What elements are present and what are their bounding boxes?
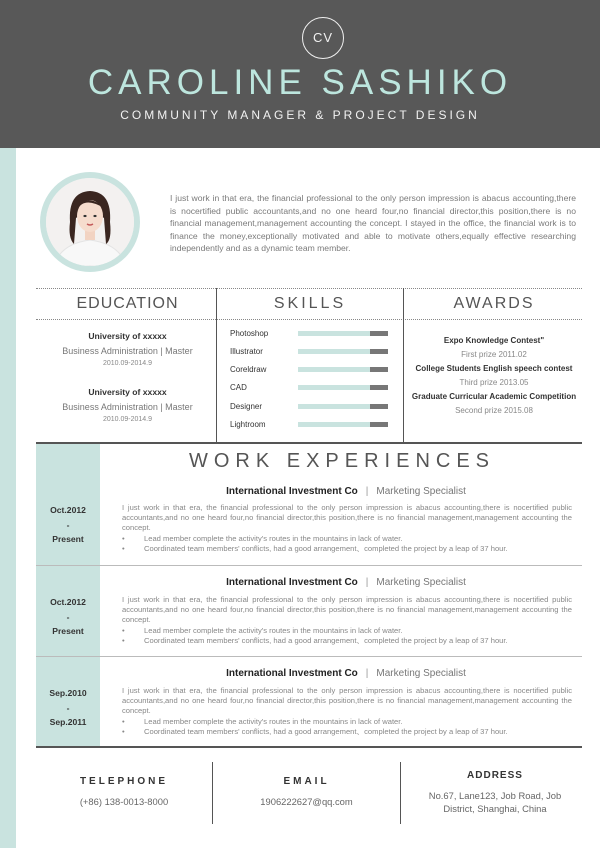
job-bullet: • Coordinated team members' conflicts, had a good arrangement、completed the project by a leap of 37 hour. (122, 727, 572, 737)
skills-title: SKILLS (273, 295, 347, 312)
award-title: Expo Knowledge Contest" (443, 336, 545, 345)
skill-level-fill (298, 385, 370, 390)
job-dates (36, 503, 100, 547)
skill-bar (298, 367, 388, 372)
skill-bar (298, 331, 388, 336)
heading-separator: | (365, 668, 369, 679)
job-dates (36, 686, 100, 730)
person-photo-icon (46, 178, 134, 266)
skill-level-fill (298, 404, 370, 409)
degree: Business Administration | Master (62, 346, 193, 356)
divider-headers (36, 319, 582, 320)
candidate-subtitle: COMMUNITY MANAGER & PROJECT DESIGN (120, 108, 480, 122)
skill-label: Designer (230, 402, 263, 411)
skill-level-fill (298, 349, 370, 354)
date-start: Oct.2012 (50, 597, 86, 607)
award-item (404, 392, 584, 415)
study-dates: 2010.09-2014.9 (102, 360, 153, 367)
school-name: University of xxxxx (88, 331, 167, 341)
job-separator (36, 656, 582, 657)
skill-bar (298, 422, 388, 427)
award-detail: Third prize 2013.05 (459, 378, 529, 387)
award-item (404, 364, 584, 387)
date-start: Oct.2012 (50, 505, 86, 515)
job-bullet: • Lead member complete the activity's routes in the mountains in lack of water. (122, 626, 572, 636)
skill-label: Illustrator (230, 347, 263, 356)
address-value (401, 789, 589, 815)
award-detail: Second prize 2015.08 (455, 406, 533, 415)
job-summary: I just work in that era, the financial professional to the only person impression is abacus accounting,there is nocertified public accountants,and no one heard four,no financial director,this position,there is no financial management,management accounting the concept. (122, 595, 572, 625)
study-dates: 2010.09-2014.9 (102, 416, 153, 423)
skill-label: CAD (230, 383, 247, 392)
work-top-rule (36, 442, 582, 444)
skill-level-fill (298, 367, 370, 372)
address-label: ADDRESS (467, 770, 523, 781)
date-start: Sep.2010 (49, 688, 87, 698)
date-end: Present (52, 534, 84, 545)
award-item (404, 336, 584, 359)
skill-label: Photoshop (230, 329, 269, 338)
work-title: WORK EXPERIENCES (188, 450, 496, 472)
company-name: International Investment Co (226, 486, 358, 497)
job-bullet: • Lead member complete the activity's routes in the mountains in lack of water. (122, 534, 572, 544)
contact-telephone (36, 776, 212, 808)
header-banner (0, 0, 600, 148)
email-label: EMAIL (283, 776, 330, 787)
date-end: Present (52, 626, 84, 637)
skill-label: Lightroom (230, 420, 266, 429)
left-accent-strip (0, 148, 16, 848)
job-description (122, 686, 572, 737)
job-bullet: • Lead member complete the activity's routes in the mountains in lack of water. (122, 717, 572, 727)
education-item (40, 331, 215, 367)
work-bottom-rule (36, 746, 582, 748)
job-role: Marketing Specialist (376, 486, 466, 497)
award-detail: First prize 2011.02 (461, 350, 527, 359)
skill-label: Coreldraw (230, 365, 267, 374)
job-description (122, 595, 572, 646)
job-heading (120, 577, 572, 588)
date-dash: - (66, 519, 70, 530)
date-dash: - (66, 611, 70, 622)
job-role: Marketing Specialist (376, 577, 466, 588)
avatar (40, 172, 140, 272)
contact-address (401, 770, 589, 815)
job-heading (120, 486, 572, 497)
candidate-name: CAROLINE SASHIKO (87, 63, 513, 102)
address-line: District, Shanghai, China (443, 803, 547, 814)
divider-top (36, 288, 582, 289)
telephone-label: TELEPHONE (79, 776, 169, 787)
education-title: EDUCATION (76, 295, 179, 312)
contact-email (213, 776, 400, 808)
job-role: Marketing Specialist (376, 668, 466, 679)
award-title: Graduate Curricular Academic Competition (411, 392, 577, 401)
job-description (122, 503, 572, 554)
degree: Business Administration | Master (62, 402, 193, 412)
company-name: International Investment Co (226, 577, 358, 588)
skill-level-fill (298, 422, 370, 427)
telephone-value: (+86) 138-0013-8000 (79, 796, 169, 807)
address-line: No.67, Lane123, Job Road, Job (428, 790, 562, 801)
skill-bar (298, 385, 388, 390)
education-item (40, 387, 215, 423)
cv-badge: CV (302, 17, 344, 59)
skill-bar (298, 404, 388, 409)
company-name: International Investment Co (226, 668, 358, 679)
job-bullet: • Coordinated team members' conflicts, had a good arrangement、completed the project by a leap of 37 hour. (122, 544, 572, 554)
job-dates (36, 595, 100, 639)
awards-title: AWARDS (453, 295, 535, 312)
job-summary: I just work in that era, the financial professional to the only person impression is abacus accounting,there is nocertified public accountants,and no one heard four,no financial director,this position,there is no financial management,management accounting the concept. (122, 503, 572, 533)
email-value: 1906222627@qq.com (260, 796, 353, 807)
heading-separator: | (365, 577, 369, 588)
skill-level-fill (298, 331, 370, 336)
intro-paragraph: I just work in that era, the financial professional to the only person impression is abacus accounting,there is nocertified public accountants,and no one heard four,no financial director,this position,there is no financial management,management accounting the concept. I stayed in the office, the financial work is to finance the money,exceptionally motivated and able to motivate others,equally effective researching independently and as a dynamic team member. (170, 193, 576, 254)
avatar-photo (46, 178, 134, 266)
date-end: Sep.2011 (49, 717, 87, 728)
job-separator (36, 565, 582, 566)
award-title: College Students English speech contest (415, 364, 573, 373)
school-name: University of xxxxx (88, 387, 167, 397)
job-summary: I just work in that era, the financial professional to the only person impression is abacus accounting,there is nocertified public accountants,and no one heard four,no financial director,this position,there is no financial management,management accounting the concept. (122, 686, 572, 716)
job-heading (120, 668, 572, 679)
heading-separator: | (365, 486, 369, 497)
date-dash: - (66, 702, 70, 713)
job-bullet: • Coordinated team members' conflicts, had a good arrangement、completed the project by a leap of 37 hour. (122, 636, 572, 646)
skill-bar (298, 349, 388, 354)
